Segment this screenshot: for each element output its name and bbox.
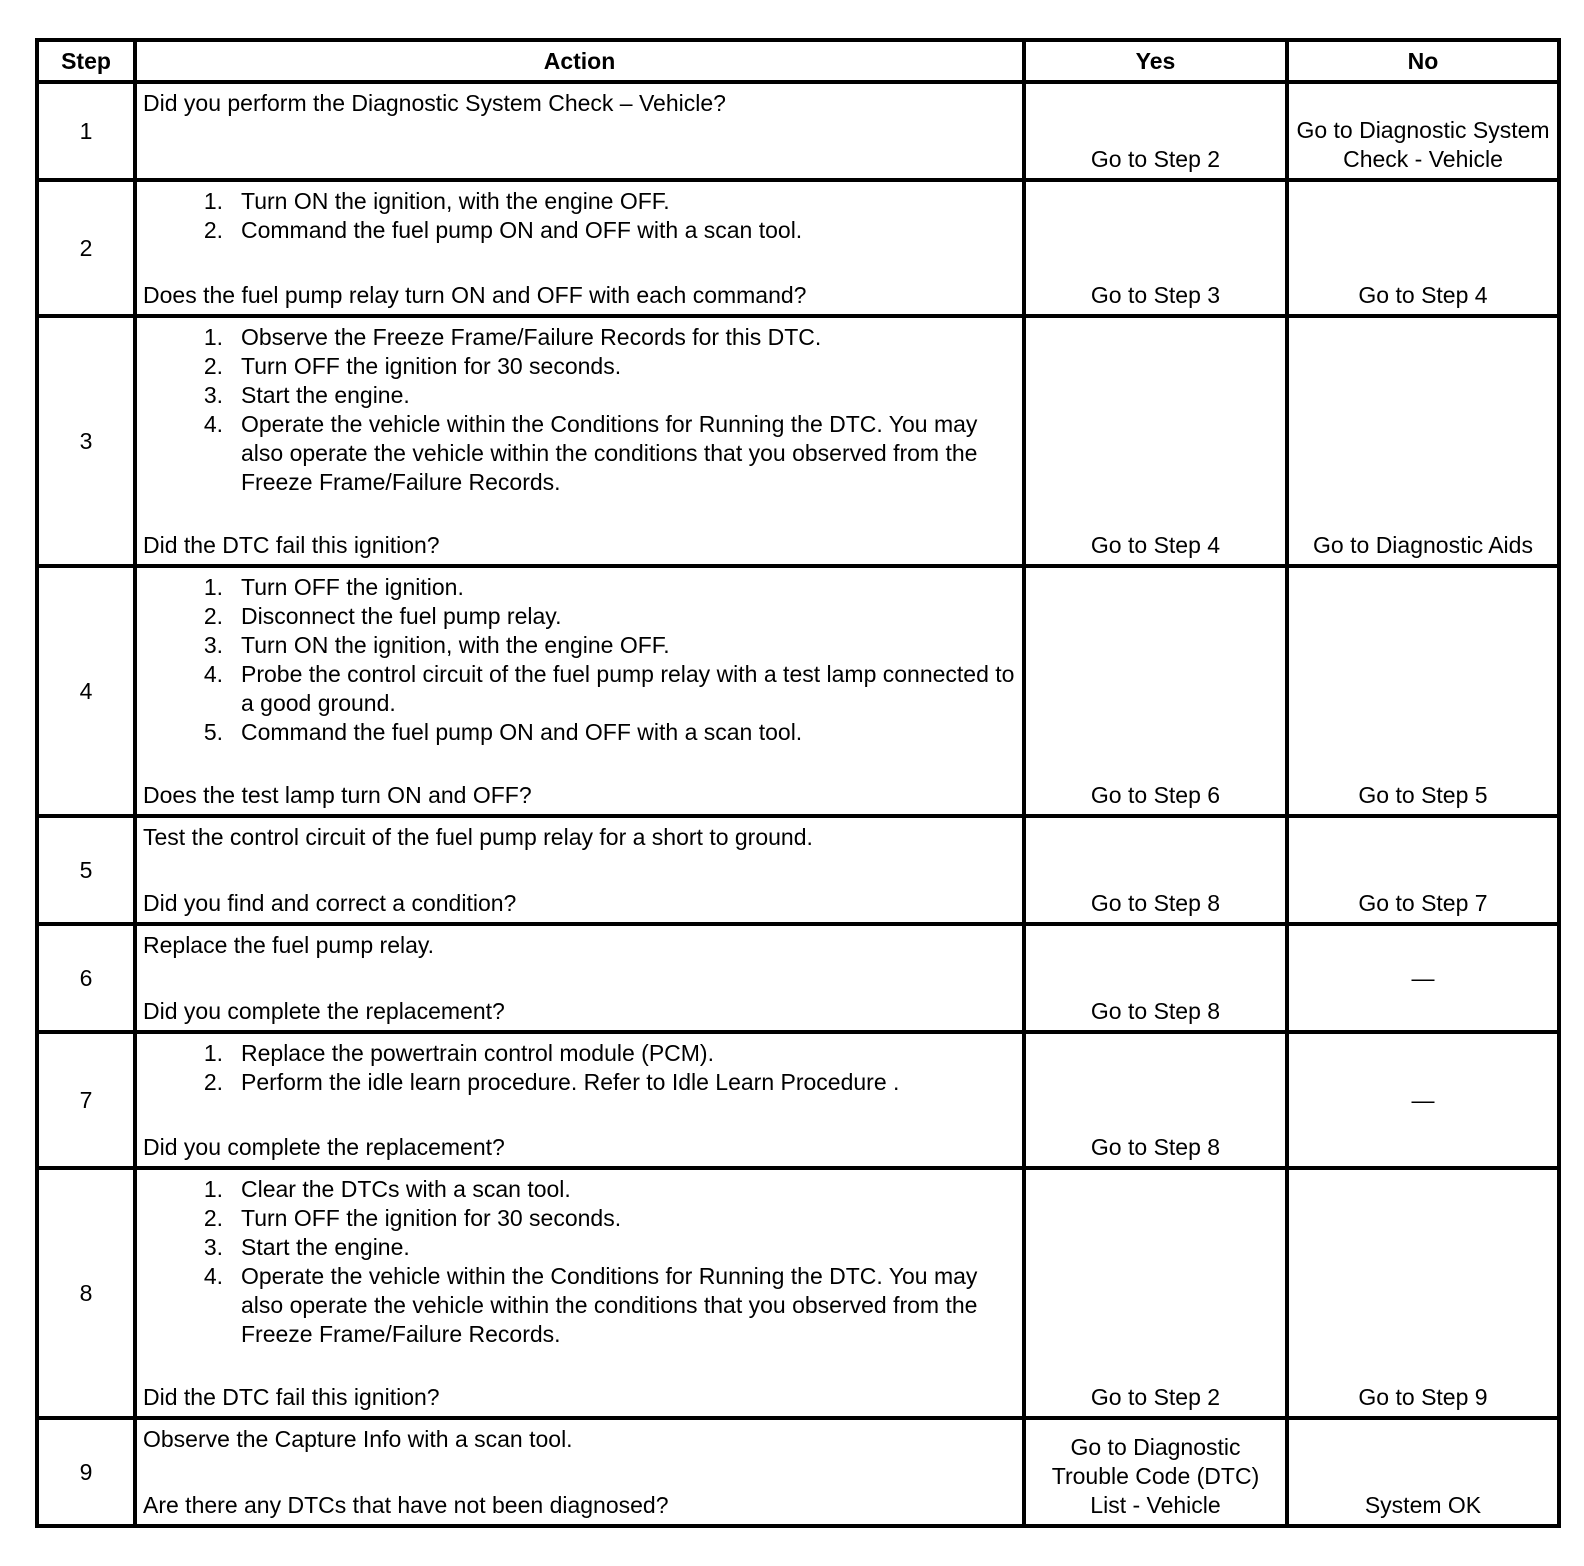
- substep-number: 2.: [203, 353, 223, 379]
- substep-item: [143, 1068, 1016, 1097]
- substep-item: [143, 631, 1016, 660]
- substep-text: Start the engine.: [241, 382, 410, 408]
- action-question: Did you find and correct a condition?: [143, 890, 517, 916]
- action-cell: [135, 816, 1024, 924]
- action-question: Does the fuel pump relay turn ON and OFF with each command?: [143, 282, 807, 308]
- table-row: [37, 1168, 1559, 1418]
- action-intro: Replace the fuel pump relay.: [143, 932, 435, 958]
- substep-item: [143, 1175, 1016, 1204]
- substep-text: Perform the idle learn procedure. Refer to Idle Learn Procedure .: [241, 1069, 900, 1095]
- table-row: [37, 924, 1559, 1032]
- action-question: Does the test lamp turn ON and OFF?: [143, 782, 532, 808]
- substep-item: [143, 381, 1016, 410]
- table-row: [37, 82, 1559, 180]
- yes-result: Go to Step 8: [1024, 816, 1287, 924]
- substep-text: Operate the vehicle within the Conditions for Running the DTC. You may also operate the vehicle within the conditions that you observed from the Freeze Frame/Failure Records.: [241, 411, 978, 495]
- substep-text: Probe the control circuit of the fuel pump relay with a test lamp connected to a good ground.: [241, 661, 1015, 716]
- substep-item: [143, 660, 1016, 718]
- yes-result: Go to Step 2: [1024, 1168, 1287, 1418]
- substep-number: 4.: [203, 411, 223, 437]
- substep-item: [143, 410, 1016, 497]
- substep-item: [143, 352, 1016, 381]
- header-row: [37, 40, 1559, 82]
- substep-item: [143, 187, 1016, 216]
- substep-list: [143, 187, 1016, 245]
- step-number: 2: [37, 180, 135, 316]
- substep-number: 3.: [203, 632, 223, 658]
- substep-number: 4.: [203, 1263, 223, 1289]
- diagnostic-table: [35, 38, 1561, 1528]
- step-number: 1: [37, 82, 135, 180]
- substep-text: Turn OFF the ignition.: [241, 574, 464, 600]
- action-cell: [135, 316, 1024, 566]
- substep-number: 1.: [203, 1176, 223, 1202]
- substep-text: Turn ON the ignition, with the engine OFF.: [241, 188, 670, 214]
- substep-list: [143, 323, 1016, 497]
- substep-number: 2.: [203, 217, 223, 243]
- action-question: Did you complete the replacement?: [143, 1134, 505, 1160]
- substep-text: Command the fuel pump ON and OFF with a scan tool.: [241, 719, 803, 745]
- action-cell: [135, 1168, 1024, 1418]
- no-result: Go to Step 9: [1287, 1168, 1559, 1418]
- substep-number: 1.: [203, 1040, 223, 1066]
- table-row: [37, 816, 1559, 924]
- no-result: Go to Diagnostic System Check - Vehicle: [1287, 82, 1559, 180]
- substep-item: [143, 1039, 1016, 1068]
- yes-result: Go to Step 3: [1024, 180, 1287, 316]
- step-number: 6: [37, 924, 135, 1032]
- substep-number: 2.: [203, 1069, 223, 1095]
- header-no: No: [1287, 40, 1559, 82]
- no-result: Go to Step 7: [1287, 816, 1559, 924]
- header-step: Step: [37, 40, 135, 82]
- table-row: [37, 566, 1559, 816]
- substep-item: [143, 1262, 1016, 1349]
- substep-text: Disconnect the fuel pump relay.: [241, 603, 562, 629]
- table-row: [37, 180, 1559, 316]
- action-cell: [135, 1418, 1024, 1526]
- header-yes: Yes: [1024, 40, 1287, 82]
- action-intro: Test the control circuit of the fuel pump relay for a short to ground.: [143, 824, 813, 850]
- step-number: 7: [37, 1032, 135, 1168]
- header-action: Action: [135, 40, 1024, 82]
- yes-result: Go to Diagnostic Trouble Code (DTC) List - Vehicle: [1024, 1418, 1287, 1526]
- substep-number: 1.: [203, 324, 223, 350]
- yes-result: Go to Step 8: [1024, 1032, 1287, 1168]
- table-row: [37, 316, 1559, 566]
- no-result: —: [1287, 1032, 1559, 1168]
- substep-number: 5.: [203, 719, 223, 745]
- step-number: 9: [37, 1418, 135, 1526]
- action-question: Did the DTC fail this ignition?: [143, 532, 440, 558]
- substep-item: [143, 602, 1016, 631]
- substep-text: Command the fuel pump ON and OFF with a scan tool.: [241, 217, 803, 243]
- step-number: 8: [37, 1168, 135, 1418]
- substep-item: [143, 1204, 1016, 1233]
- yes-result: Go to Step 8: [1024, 924, 1287, 1032]
- step-number: 3: [37, 316, 135, 566]
- substep-number: 2.: [203, 603, 223, 629]
- substep-list: [143, 573, 1016, 747]
- substep-list: [143, 1039, 1016, 1097]
- substep-text: Replace the powertrain control module (PCM).: [241, 1040, 714, 1066]
- substep-number: 4.: [203, 661, 223, 687]
- substep-item: [143, 573, 1016, 602]
- substep-text: Clear the DTCs with a scan tool.: [241, 1176, 571, 1202]
- action-question: Are there any DTCs that have not been diagnosed?: [143, 1492, 669, 1518]
- table-row: [37, 1418, 1559, 1526]
- substep-number: 2.: [203, 1205, 223, 1231]
- substep-item: [143, 718, 1016, 747]
- yes-result: Go to Step 2: [1024, 82, 1287, 180]
- step-number: 4: [37, 566, 135, 816]
- yes-result: Go to Step 6: [1024, 566, 1287, 816]
- action-cell: [135, 180, 1024, 316]
- substep-item: [143, 216, 1016, 245]
- no-result: Go to Step 5: [1287, 566, 1559, 816]
- substep-text: Turn OFF the ignition for 30 seconds.: [241, 1205, 622, 1231]
- substep-number: 3.: [203, 382, 223, 408]
- action-cell: [135, 566, 1024, 816]
- table-row: [37, 1032, 1559, 1168]
- action-cell: [135, 82, 1024, 180]
- substep-text: Turn OFF the ignition for 30 seconds.: [241, 353, 622, 379]
- no-result: Go to Step 4: [1287, 180, 1559, 316]
- action-cell: [135, 924, 1024, 1032]
- action-question: Did the DTC fail this ignition?: [143, 1384, 440, 1410]
- substep-number: 1.: [203, 574, 223, 600]
- no-result: System OK: [1287, 1418, 1559, 1526]
- yes-result: Go to Step 4: [1024, 316, 1287, 566]
- substep-text: Start the engine.: [241, 1234, 410, 1260]
- substep-number: 1.: [203, 188, 223, 214]
- substep-text: Observe the Freeze Frame/Failure Records for this DTC.: [241, 324, 822, 350]
- action-intro: Observe the Capture Info with a scan tool.: [143, 1426, 573, 1452]
- action-cell: [135, 1032, 1024, 1168]
- no-result: —: [1287, 924, 1559, 1032]
- step-number: 5: [37, 816, 135, 924]
- substep-text: Operate the vehicle within the Conditions for Running the DTC. You may also operate the vehicle within the conditions that you observed from the Freeze Frame/Failure Records.: [241, 1263, 978, 1347]
- action-intro: Did you perform the Diagnostic System Check – Vehicle?: [143, 90, 726, 116]
- action-question: Did you complete the replacement?: [143, 998, 505, 1024]
- substep-item: [143, 1233, 1016, 1262]
- substep-item: [143, 323, 1016, 352]
- no-result: Go to Diagnostic Aids: [1287, 316, 1559, 566]
- substep-number: 3.: [203, 1234, 223, 1260]
- substep-list: [143, 1175, 1016, 1349]
- substep-text: Turn ON the ignition, with the engine OFF.: [241, 632, 670, 658]
